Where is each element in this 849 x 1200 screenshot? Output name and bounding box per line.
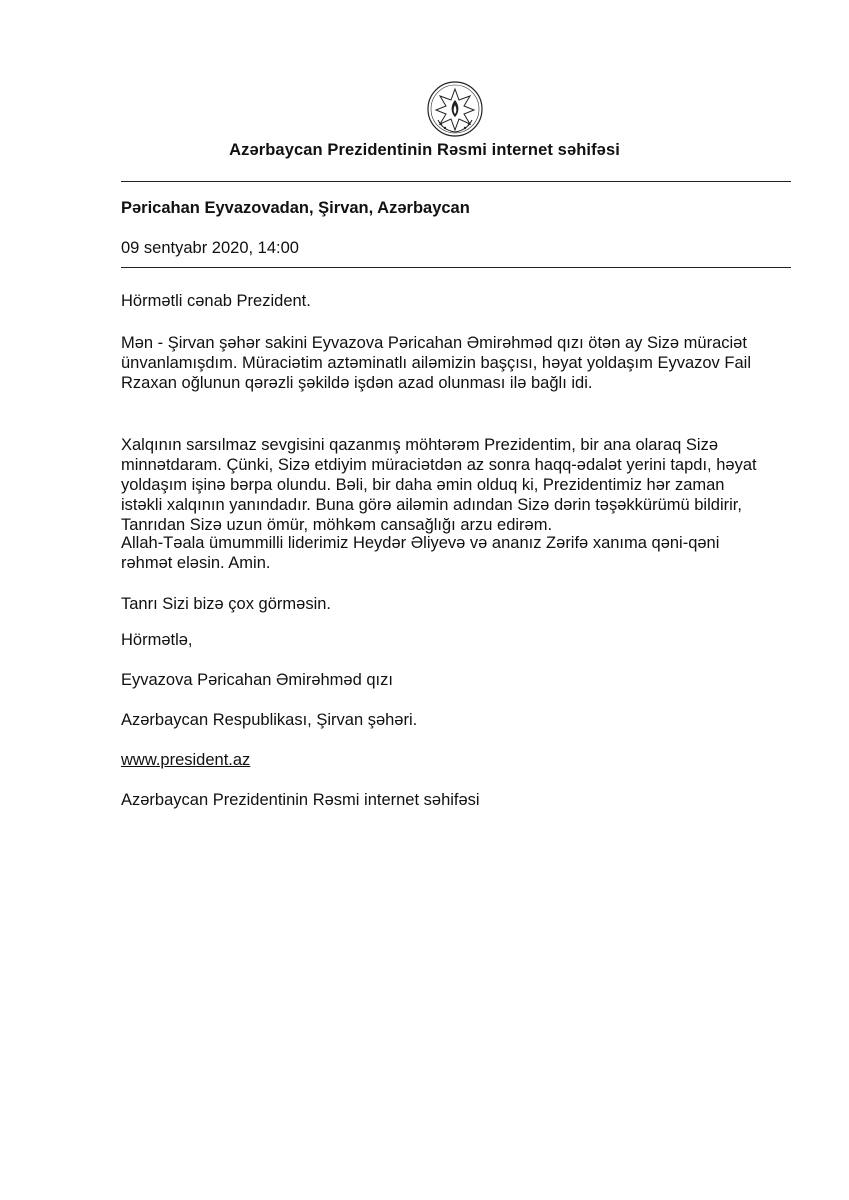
paragraph-text: Xalqının sarsılmaz sevgisini qazanmış möhtərəm Prezidentim, bir ana olaraq Sizə minnətdaram. Çünki, Sizə etdiyim müraciətdən az sonra haqq-ədalət yerini tapdı, həyat yoldaşım işinə bərpa olundu. Bəli, bir daha əmin olduq ki, Prezidentimiz hər zaman istəkli xalqının yanındadır. Buna görə ailəmin adından Sizə dərin təşəkkürümü bildirir, Tanrıdan Sizə uzun ömür, möhkəm cansağlığı arzu edirəm.	[121, 436, 757, 534]
letter-paragraph	[121, 333, 801, 393]
footer-site-title-text: Azərbaycan Prezidentinin Rəsmi internet səhifəsi	[121, 791, 480, 809]
signature-address-text: Azərbaycan Respublikası, Şirvan şəhəri.	[121, 711, 418, 729]
signature-name-text: Eyvazova Pəricahan Əmirəhməd qızı	[121, 671, 393, 689]
paragraph-text: Allah-Təala ümummilli liderimiz Heydər Əliyevə və ananız Zərifə xanıma qəni-qəni rəhmət eləsin. Amin.	[121, 534, 720, 572]
greeting-text: Hörmətli cənab Prezident.	[121, 292, 311, 310]
website-link[interactable]: www.president.az	[121, 751, 251, 769]
state-emblem-icon	[426, 80, 484, 138]
divider-bottom	[121, 267, 791, 268]
letter-greeting	[121, 291, 801, 311]
paragraph-text: Tanrı Sizi bizə çox görməsin.	[121, 595, 331, 613]
letter-paragraph	[121, 533, 801, 573]
letter-date: 09 sentyabr 2020, 14:00	[121, 239, 299, 257]
signature-name	[121, 670, 801, 690]
divider-top	[121, 181, 791, 182]
footer-site-title	[121, 790, 801, 810]
closing-text: Hörmətlə,	[121, 631, 193, 649]
website-line	[121, 750, 801, 770]
site-title: Azərbaycan Prezidentinin Rəsmi internet səhifəsi	[229, 141, 620, 159]
letter-closing	[121, 630, 801, 650]
letter-sender: Pəricahan Eyvazovadan, Şirvan, Azərbaycan	[121, 199, 470, 217]
letter-paragraph	[121, 594, 801, 614]
letter-paragraph	[121, 435, 801, 535]
signature-address	[121, 710, 801, 730]
paragraph-text: Mən - Şirvan şəhər sakini Eyvazova Pəricahan Əmirəhməd qızı ötən ay Sizə müraciət ünvanlamışdım. Müraciətim aztəminatlı ailəmizin başçısı, həyat yoldaşım Eyvazov Fail Rzaxan oğlunun qərəzli şəkildə işdən azad olunması ilə bağlı idi.	[121, 334, 751, 392]
